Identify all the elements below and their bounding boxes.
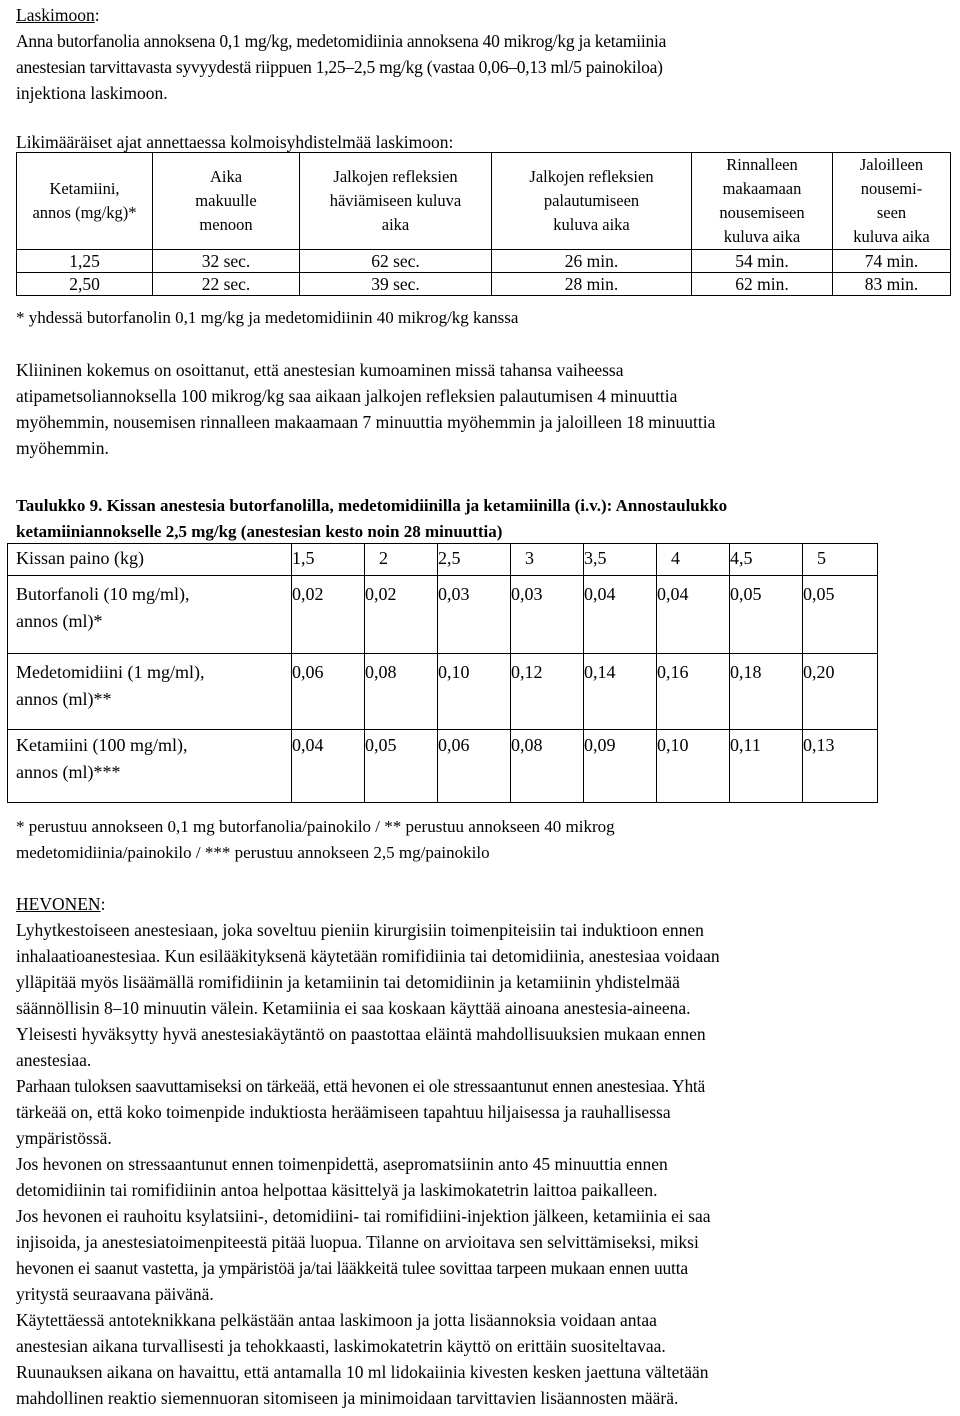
section-heading-laskimoon: Laskimoon: <box>16 5 100 25</box>
table-cell: 28 min. <box>492 273 692 296</box>
header-reflex-recovery: Jalkojen refleksien palautumiseen kuluva aika <box>492 153 692 250</box>
weight-cell: 3,5 <box>584 544 657 576</box>
horse-line: säännöllisin 8–10 minuutin välein. Ketamiinia ei saa koskaan käyttää ainoana anestesia-aineena. <box>16 998 691 1018</box>
table-cell: 62 sec. <box>300 250 492 273</box>
horse-line: inhalaatioanestesiaa. Kun esilääkityksenä käytetään romifidiinia tai detomidiinia, anestesiaa voidaan <box>16 946 720 966</box>
dose-cell: 0,10 <box>657 730 730 803</box>
dose-cell: 0,05 <box>730 576 803 654</box>
dose-table <box>7 543 878 803</box>
horse-line: mahdollinen reaktio siemennuoran sitomiseen ja minimoidaan tarvittavien lisäannosten määrä. <box>16 1388 679 1408</box>
cat-iv-section <box>16 2 948 106</box>
dose-cell: 0,20 <box>803 654 878 730</box>
weight-cell: 3 <box>511 544 584 576</box>
weight-cell: 1,5 <box>292 544 365 576</box>
table-cell: 1,25 <box>17 250 153 273</box>
horse-line: detomidiinin tai romifidiinin antoa helpottaa käsittelyä ja laskimokatetrin laittoa paikalleen. <box>16 1180 658 1200</box>
dose-cell: 0,14 <box>584 654 657 730</box>
table-row <box>17 273 951 296</box>
horse-line: Ruunauksen aikana on havaittu, että antamalla 10 ml lidokaiinia kivesten kesken jaettuna vältetään <box>16 1362 709 1382</box>
dosage-line-1: Anna butorfanolia annoksena 0,1 mg/kg, medetomidiinia annoksena 40 mikrog/kg ja ketamiinia <box>16 31 667 51</box>
table-cell: 22 sec. <box>153 273 300 296</box>
table-cell: 54 min. <box>692 250 833 273</box>
header-sternal: Rinnalleen makaamaan nousemiseen kuluva aika <box>692 153 833 250</box>
clinical-line: Kliininen kokemus on osoittanut, että anestesian kumoaminen missä tahansa vaiheessa <box>16 360 624 380</box>
dose-cell: 0,09 <box>584 730 657 803</box>
dose-cell: 0,05 <box>803 576 878 654</box>
horse-line: tärkeää on, että koko toimenpide induktiosta heräämiseen tapahtuu hiljaisessa ja rauhallisessa <box>16 1102 671 1122</box>
dose-cell: 0,18 <box>730 654 803 730</box>
horse-line: Käytettäessä antoteknikkana pelkästään antaa laskimoon ja jotta lisäannoksia voidaan antaa <box>16 1310 657 1330</box>
dosage-line-2: anestesian tarvittavasta syvyydestä riippuen 1,25–2,5 mg/kg (vastaa 0,06–0,13 ml/5 painokiloa) <box>16 57 663 77</box>
table-cell: 39 sec. <box>300 273 492 296</box>
horse-line: yritystä seuraavana päivänä. <box>16 1284 214 1304</box>
horse-line: Lyhytkestoiseen anestesiaan, joka soveltuu pieniin kirurgisiin toimenpiteisiin tai induktioon ennen <box>16 920 704 940</box>
weight-cell: 4,5 <box>730 544 803 576</box>
dose-cell: 0,11 <box>730 730 803 803</box>
horse-line: Jos hevonen on stressaantunut ennen toimenpidettä, asepromatsiinin anto 45 minuuttia ennen <box>16 1154 668 1174</box>
horse-line: Jos hevonen ei rauhoitu ksylatsiini-, detomidiini- tai romifidiini-injektion jälkeen, ketamiinia ei saa <box>16 1206 711 1226</box>
dose-cell: 0,03 <box>511 576 584 654</box>
table9-caption-line-1: Taulukko 9. Kissan anestesia butorfanolilla, medetomidiinilla ja ketamiinilla (i.v.): Annostaulukko <box>16 496 728 515</box>
horse-line: Parhaan tuloksen saavuttamiseksi on tärkeää, että hevonen ei ole stressaantunut ennen anestesiaa. Yhtä <box>16 1076 705 1096</box>
weight-header-label: Kissan paino (kg) <box>8 544 292 576</box>
table-cell: 26 min. <box>492 250 692 273</box>
clinical-line: myöhemmin. <box>16 438 109 458</box>
horse-line: anestesian aikana turvallisesti ja tehokkaasti, laskimokatetrin käyttö on erittäin suositeltavaa. <box>16 1336 666 1356</box>
clinical-line: myöhemmin, nousemisen rinnalleen makaamaan 7 minuuttia myöhemmin ja jaloilleen 18 minuuttia <box>16 412 716 432</box>
table-row <box>8 730 878 803</box>
dose-cell: 0,12 <box>511 654 584 730</box>
dose-cell: 0,08 <box>511 730 584 803</box>
horse-line: injisoida, ja anestesiatoimenpiteestä pitää luopua. Tilanne on arvioitava sen selvittämiseksi, miksi <box>16 1232 699 1252</box>
footnote-line-1: * perustuu annokseen 0,1 mg butorfanolia/painokilo / ** perustuu annokseen 40 mikrog <box>16 817 615 836</box>
table-row <box>8 576 878 654</box>
header-ketamine-dose: Ketamiini, annos (mg/kg)* <box>17 153 153 250</box>
table9-caption-line-2: ketamiiniannokselle 2,5 mg/kg (anestesian kesto noin 28 minuuttia) <box>16 522 503 541</box>
section-heading-hevonen: HEVONEN: <box>16 894 106 914</box>
weight-cell: 4 <box>657 544 730 576</box>
table-cell: 32 sec. <box>153 250 300 273</box>
dose-cell: 0,05 <box>365 730 438 803</box>
drug-label-butorphanol: Butorfanoli (10 mg/ml), annos (ml)* <box>8 576 292 654</box>
header-standing: Jaloilleen nousemi- seen kuluva aika <box>833 153 951 250</box>
table-cell: 83 min. <box>833 273 951 296</box>
dose-cell: 0,06 <box>438 730 511 803</box>
clinical-line: atipametsoliannoksella 100 mikrog/kg saa aikaan jalkojen refleksien palautumisen 4 minuuttia <box>16 386 678 406</box>
horse-line: ympäristössä. <box>16 1128 112 1148</box>
dose-cell: 0,04 <box>292 730 365 803</box>
times-footnote-text: * yhdessä butorfanolin 0,1 mg/kg ja medetomidiinin 40 mikrog/kg kanssa <box>16 308 519 327</box>
dosage-line-3: injektiona laskimoon. <box>16 83 168 103</box>
dose-table-footnote <box>16 814 948 866</box>
times-intro-text: Likimääräiset ajat annettaessa kolmoisyhdistelmää laskimoon: <box>16 132 454 152</box>
weight-cell: 2 <box>365 544 438 576</box>
dose-cell: 0,02 <box>292 576 365 654</box>
horse-line: hevonen ei saanut vastetta, ja ympäristöä ja/tai lääkkeitä tulee sovittaa tarpeen mukaan ennen uutta <box>16 1258 688 1278</box>
horse-section <box>16 891 948 1411</box>
horse-line: ylläpitää myös lisäämällä romifidiinin ja ketamiinin tai detomidiinin ja ketamiinin yhdistelmää <box>16 972 680 992</box>
dose-cell: 0,16 <box>657 654 730 730</box>
dose-cell: 0,10 <box>438 654 511 730</box>
times-table <box>16 152 951 296</box>
table9-caption <box>16 493 948 545</box>
header-reflex-loss: Jalkojen refleksien häviämiseen kuluva aika <box>300 153 492 250</box>
times-table-header <box>17 153 951 250</box>
horse-line: anestesiaa. <box>16 1050 92 1070</box>
clinical-experience-paragraph <box>16 357 948 461</box>
times-footnote <box>16 305 948 331</box>
dose-cell: 0,04 <box>584 576 657 654</box>
dose-cell: 0,03 <box>438 576 511 654</box>
horse-line: Yleisesti hyväksytty hyvä anestesiakäytäntö on paastottaa eläintä mahdollisuuksien mukaan ennen <box>16 1024 706 1044</box>
dose-cell: 0,13 <box>803 730 878 803</box>
footnote-line-2: medetomidiinia/painokilo / *** perustuu annokseen 2,5 mg/painokilo <box>16 843 490 862</box>
drug-label-ketamine: Ketamiini (100 mg/ml), annos (ml)*** <box>8 730 292 803</box>
table-cell: 74 min. <box>833 250 951 273</box>
table-cell: 62 min. <box>692 273 833 296</box>
drug-label-medetomidine: Medetomidiini (1 mg/ml), annos (ml)** <box>8 654 292 730</box>
dose-table-header <box>8 544 878 576</box>
table-cell: 2,50 <box>17 273 153 296</box>
dose-cell: 0,02 <box>365 576 438 654</box>
weight-cell: 2,5 <box>438 544 511 576</box>
table-row <box>8 654 878 730</box>
header-time-lying: Aika makuulle menoon <box>153 153 300 250</box>
table-row <box>17 250 951 273</box>
weight-cell: 5 <box>803 544 878 576</box>
dose-cell: 0,08 <box>365 654 438 730</box>
dose-cell: 0,04 <box>657 576 730 654</box>
dose-cell: 0,06 <box>292 654 365 730</box>
